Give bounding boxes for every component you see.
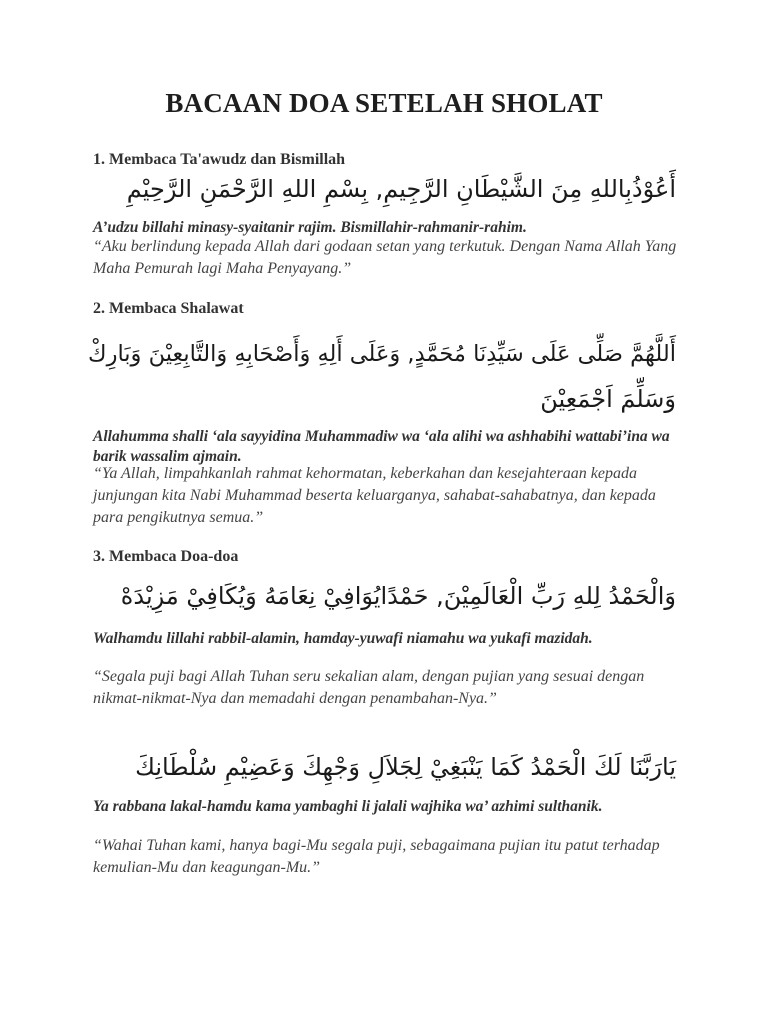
section-heading-shalawat: 2. Membaca Shalawat	[93, 300, 244, 317]
section-heading-doa: 3. Membaca Doa-doa	[93, 548, 239, 565]
arabic-line-shalawat-2: وَسَلِّمَ اَجْمَعِيْنَ	[540, 385, 676, 413]
page-title: BACAAN DOA SETELAH SHOLAT	[165, 88, 603, 118]
meaning-text-taawudz: “Aku berlindung kepada Allah dari godaan setan yang terkutuk. Dengan Nama Allah Yang Maha Pemurah lagi Maha Penyayang.”	[93, 238, 677, 277]
latin-transliteration-doa-2: Ya rabbana lakal-hamdu kama yambaghi li jalali wajhika wa’ azhimi sulthanik.	[93, 798, 603, 815]
arabic-text-taawudz: أَعُوْذُبِاللهِ مِنَ الشَّيْطَانِ الرَّجِيمِ, بِسْمِ اللهِ الرَّحْمَنِ الرَّحِيْمِ	[126, 175, 676, 203]
meaning-text-doa-2: “Wahai Tuhan kami, hanya bagi-Mu segala puji, sebagaimana pujian itu patut terhadap kemulian-Mu dan keagungan-Mu.”	[93, 837, 660, 876]
latin-transliteration-shalawat: Allahumma shalli ‘ala sayyidina Muhammadiw wa ‘ala alihi wa ashhabihi wattabi’ina wa barik wassalim ajmain.	[93, 428, 670, 465]
arabic-text-shalawat	[86, 332, 676, 422]
arabic-text-doa-2: يَارَبَّنَا لَكَ الْحَمْدُ كَمَا يَنْبَغِيْ لِجَلاَلِ وَجْهِكَ وَعَضِيْمِ سُلْطَانِكَ	[135, 753, 676, 781]
section-heading-taawudz: 1. Membaca Ta'awudz dan Bismillah	[93, 151, 346, 168]
arabic-line-shalawat-1: أَللَّهُمَّ صَلِّى عَلَى سَيِّدِنَا مُحَمَّدٍ, وَعَلَى أَلِهِ وَأَصْحَابِهِ وَالتَّابِعِيْنَ وَبَارِكْ	[88, 341, 676, 367]
latin-transliteration-doa-1: Walhamdu lillahi rabbil-alamin, hamday-yuwafi niamahu wa yukafi mazidah.	[93, 630, 593, 647]
meaning-text-shalawat: “Ya Allah, limpahkanlah rahmat kehormatan, keberkahan dan kesejahteraan kepada junjungan kita Nabi Muhammad beserta keluarganya, sahabat-sahabatnya, dan kepada para pengikutnya semua.”	[93, 465, 656, 526]
meaning-text-doa-1: “Segala puji bagi Allah Tuhan seru sekalian alam, dengan pujian yang sesuai dengan nikmat-nikmat-Nya dan memadahi dengan penambahan-Nya.”	[93, 668, 645, 707]
latin-transliteration-taawudz: A’udzu billahi minasy-syaitanir rajim. Bismillahir-rahmanir-rahim.	[93, 219, 527, 236]
arabic-text-doa-1: وَالْحَمْدُ لِلهِ رَبِّ الْعَالَمِيْنَ, حَمْدًايُوَافِيْ نِعَامَهُ وَيُكَافِيْ مَزِيْدَهْ	[120, 582, 676, 610]
